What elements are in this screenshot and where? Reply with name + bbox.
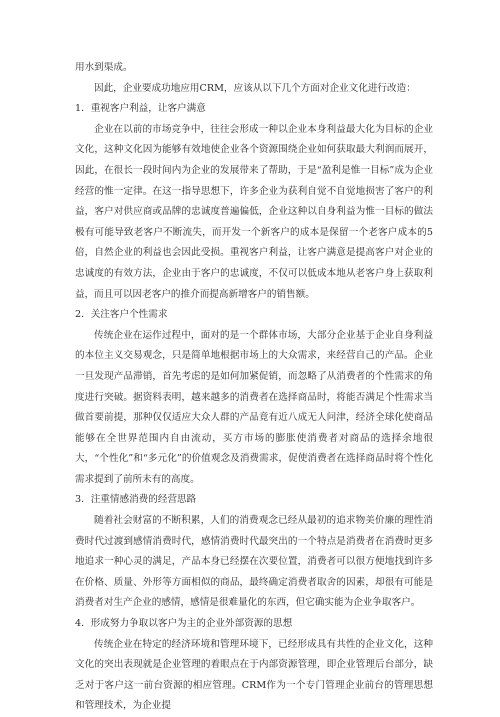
paragraph-section-1: 企业在以前的市场竞争中，往往会形成一种以企业本身利益最大化为目标的企业文化，这种文化因为能够有效地使企业各个资源围绕企业如何获取最大利润而展开，因此，在很长一段时间内为企业的发展带来了帮助，于是“盈利是惟一目标”成为企业经营的惟一定律。在这一指导思想下，许多企业为获利自觉不自觉地损害了客户的利益，客户对供应商或品牌的忠诚度普遍偏低，企业这种以自身利益为惟一目标的做法极有可能导致老客户不断流失，而开发一个新客户的成本是保留一个老客户成本的5倍，自然企业的利益也会因此受损。重视客户利益，让客户满意是提高客户对企业的忠诚度的有效方法，企业由于客户的忠诚度，不仅可以低成本地从老客户身上获取利益，而且可以因老客户的推介而提高新增客户的销售额。 (75, 123, 433, 300)
paragraph-section-4: 传统企业在特定的经济环境和管理环境下，已经形成具有共性的企业文化，这种文化的突出表现就是企业管理的着眼点在于内部资源管理，即企业管理后台部分，缺乏对于客户这一前台资源的相应管理。CRM作为一个专门管理企业前台的管理思想和管理技术，为企业提 (75, 638, 433, 712)
paragraph-intro: 因此，企业要成功地应用CRM，应该从以下几个方面对企业文化进行改造： (94, 82, 416, 94)
paragraph-continuation: 用水到渠成。 (75, 62, 133, 73)
paragraph-section-2: 传统企业在运作过程中，面对的是一个群体市场，大部分企业基于企业自身利益的本位主义交易观念，只是简单地根据市场上的大众需求，来经营自己的产品。企业一旦发现产品滞销，首先考虑的是如何加紧促销，而忽略了从消费者的个性需求的角度进行突破。据资料表明，越来越多的消费者在选择商品时，将能否满足个性需求当做首要前提，那种仅仅适应大众人群的产品竟有近八成无人问津，经济全球化使商品能够在全世界范围内自由流动，买方市场的膨胀使消费者对商品的选择余地很大，“个性化”和“多元化”的价值观念及消费需求，促使消费者在选择商品时将个性化需求提到了前所未有的高度。 (75, 329, 433, 485)
section-heading-1: 1．重视客户利益，让客户满意 (75, 103, 206, 115)
paragraph-section-3: 随着社会财富的不断积累，人们的消费观念已经从最初的追求物美价廉的理性消费时代过渡到感情消费时代，感情消费时代最突出的一个特点是消费者在消费时更多地追求一种心灵的满足，产品本身已经摆在次要位置，消费者可以很方便地找到许多在价格、质量、外形等方面相似的商品，最终确定消费者取舍的因素，却很有可能是消费者对生产企业的感情，感情是很难量化的东西，但它确实能为企业争取客户。 (75, 515, 433, 609)
section-heading-4: 4．形成努力争取以客户为主的企业外部资源的思想 (75, 618, 293, 630)
section-heading-2: 2．关注客户个性需求 (75, 309, 168, 321)
document-body (75, 58, 433, 717)
section-heading-3: 3．注重情感消费的经营思路 (75, 494, 197, 506)
